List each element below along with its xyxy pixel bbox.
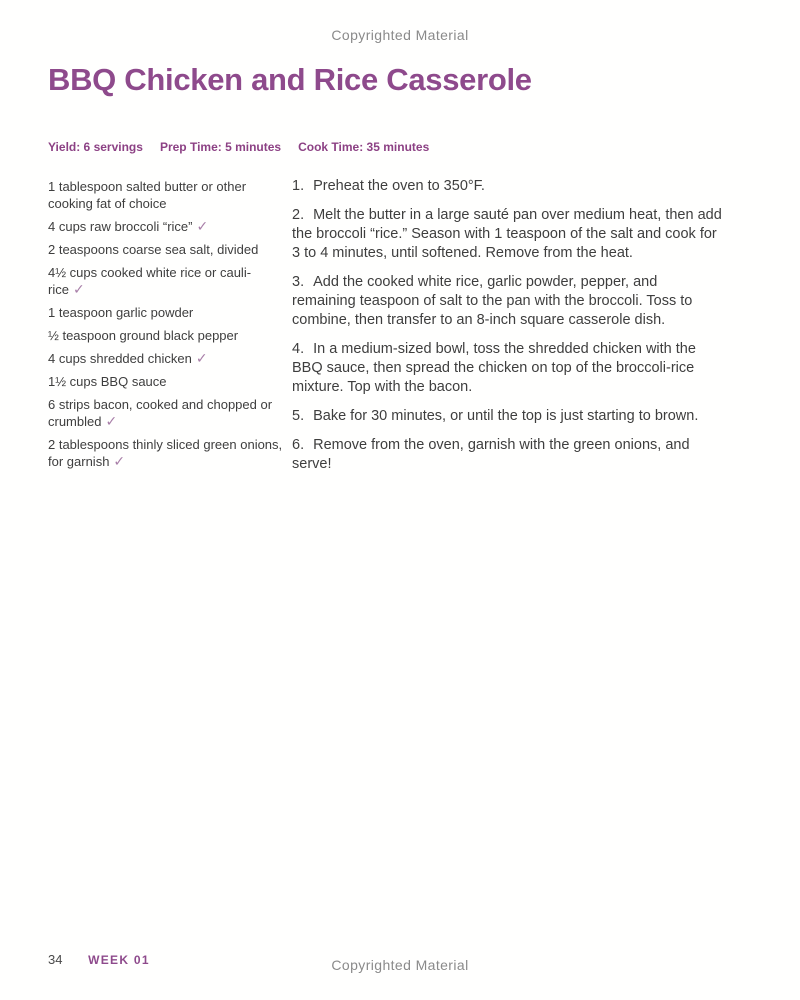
check-icon: ✓ [196,218,209,234]
page-number: 34 [48,952,63,967]
step-number: 2. [292,207,305,223]
ingredients-list [48,178,286,476]
ingredient-item [48,436,286,470]
ingredient-text: 4½ cups cooked white rice or cauli-rice [48,265,252,297]
step-number: 3. [292,274,305,290]
step-text: Add the cooked white rice, garlic powder, pepper, and remaining teaspoon of salt to the pan with the broccoli. Toss to combine, then transfer to an 8-inch square casserole dish. [292,274,693,328]
instruction-step [292,407,722,426]
ingredient-text: ½ teaspoon ground black pepper [48,328,239,343]
ingredient-item [48,178,286,212]
check-icon: ✓ [113,453,126,469]
check-icon: ✓ [72,281,85,297]
ingredient-text: 6 strips bacon, cooked and chopped or crumbled [48,397,273,429]
instruction-step [292,177,722,196]
step-text: Melt the butter in a large sauté pan over medium heat, then add the broccoli “rice.” Season with 1 teaspoon of the salt and cook for 3 to 4 minutes, until softened. Remove from the heat. [292,207,722,261]
recipe-meta [48,140,429,154]
ingredient-text: 1 teaspoon garlic powder [48,305,194,320]
ingredient-item [48,241,286,258]
ingredient-text: 4 cups shredded chicken [48,351,192,366]
ingredient-text: 4 cups raw broccoli “rice” [48,219,193,234]
instructions-list [292,177,722,484]
ingredient-item [48,373,286,390]
ingredient-item [48,396,286,430]
step-number: 6. [292,437,305,453]
instruction-step [292,273,722,330]
prep-time-label: Prep Time: 5 minutes [159,140,282,154]
instruction-step [292,340,722,397]
ingredient-text: 2 teaspoons coarse sea salt, divided [48,242,259,257]
step-number: 5. [292,408,305,424]
ingredient-item [48,304,286,321]
ingredient-text: 1 tablespoon salted butter or other cooking fat of choice [48,179,247,211]
step-text: Preheat the oven to 350°F. [313,178,485,194]
instruction-step [292,206,722,263]
step-text: In a medium-sized bowl, toss the shredded chicken with the BBQ sauce, then spread the chicken on top of the broccoli-rice mixture. Top with the bacon. [292,341,696,395]
check-icon: ✓ [105,413,118,429]
week-label: WEEK 01 [88,953,150,967]
ingredient-item [48,350,286,367]
step-number: 1. [292,178,305,194]
ingredient-text: 1½ cups BBQ sauce [48,374,167,389]
instruction-step [292,436,722,474]
cook-time-label: Cook Time: 35 minutes [298,140,430,154]
step-text: Bake for 30 minutes, or until the top is just starting to brown. [313,408,699,424]
yield-label: Yield: 6 servings [48,140,143,154]
ingredient-item [48,327,286,344]
recipe-title: BBQ Chicken and Rice Casserole [48,62,532,97]
check-icon: ✓ [195,350,208,366]
ingredient-item [48,218,286,235]
copyright-watermark-top: Copyrighted Material [331,27,469,43]
copyright-watermark-bottom: Copyrighted Material [331,957,469,973]
step-text: Remove from the oven, garnish with the green onions, and serve! [292,437,690,472]
ingredient-text: 2 tablespoons thinly sliced green onions, for garnish [48,437,283,469]
step-number: 4. [292,341,305,357]
ingredient-item [48,264,286,298]
